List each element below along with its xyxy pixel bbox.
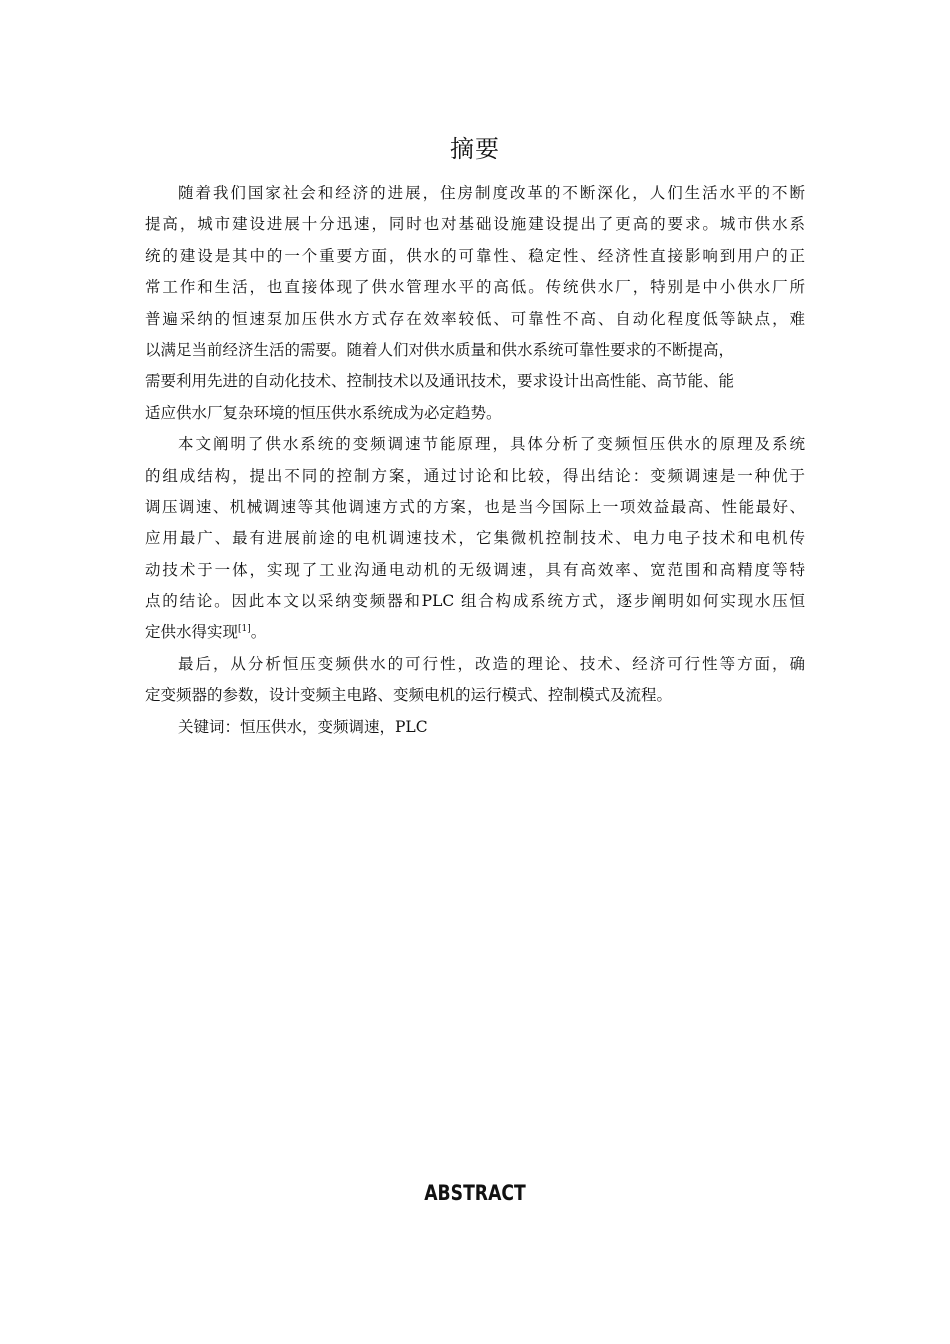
paragraph-2-last-line-tail: 。 [250,623,267,642]
paragraph-1-line-1: 随着我们国家社会和经济的进展，住房制度改革的不断深化，人们生活水平的不断 [178,184,805,202]
paragraph-3 [145,649,805,712]
paragraph-1-line-8: 适应供水厂复杂环境的恒压供水系统成为必定趋势。 [145,403,502,422]
paragraph-2 [145,429,805,649]
paragraph-3-line-1: 最后，从分析恒压变频供水的可行性，改造的理论、技术、经济可行性等方面，确 [178,654,805,673]
paragraph-3-line-2: 定变频器的参数，设计变频主电路、变频电机的运行模式、控制模式及流程。 [145,686,673,705]
paragraph-2-line-4: 应用最广、最有进展前途的电机调速技术，它集微机控制技术、电力电子技术和电机传 [145,529,805,548]
abstract-title-cn: 摘要 [450,135,500,163]
paragraph-2-line-2: 的组成结构，提出不同的控制方案，通过讨论和比较，得出结论：变频调速是一种优于 [145,466,805,485]
paragraph-1-line-6: 以满足当前经济生活的需要。随着人们对供水质量和供水系统可靠性要求的不断提高， [145,340,735,359]
paragraph-2-line-5: 动技术于一体，实现了工业沟通电动机的无级调速，具有高效率、宽范围和高精度等特 [145,560,805,579]
paragraph-1-line-3: 统的建设是其中的一个重要方面，供水的可靠性、稳定性、经济性直接影响到用户的正 [145,246,805,265]
paragraph-1-line-5: 普遍采纳的恒速泵加压供水方式存在效率较低、可靠性不高、自动化程度低等缺点，难 [145,309,805,328]
paragraph-2-line-6: 点的结论。因此本文以采纳变频器和PLC 组合构成系统方式，逐步阐明如何实现水压恒 [145,592,805,611]
keywords-line: 关键词：恒压供水，变频调速，PLC [178,717,428,736]
citation-ref[interactable]: [1] [238,624,251,635]
paragraph-2-last-line-text: 定供水得实现 [145,623,239,642]
paragraph-1 [145,178,805,429]
paragraph-1-line-4: 常工作和生活，也直接体现了供水管理水平的高低。传统供水厂，特别是中小供水厂所 [145,278,805,297]
paragraph-1-line-7: 需要利用先进的自动化技术、控制技术以及通讯技术，要求设计出高性能、高节能、能 [145,372,735,391]
abstract-body [145,178,805,743]
paragraph-2-line-3: 调压调速、机械调速等其他调速方式的方案，也是当今国际上一项效益最高、性能最好、 [145,497,805,516]
paragraph-2-line-7 [145,617,805,648]
paragraph-2-line-1: 本文阐明了供水系统的变频调速节能原理，具体分析了变频恒压供水的原理及系统 [178,435,805,454]
abstract-title-en: ABSTRACT [424,1181,526,1205]
paragraph-1-line-2: 提高，城市建设进展十分迅速，同时也对基础设施建设提出了更高的要求。城市供水系 [145,215,805,234]
